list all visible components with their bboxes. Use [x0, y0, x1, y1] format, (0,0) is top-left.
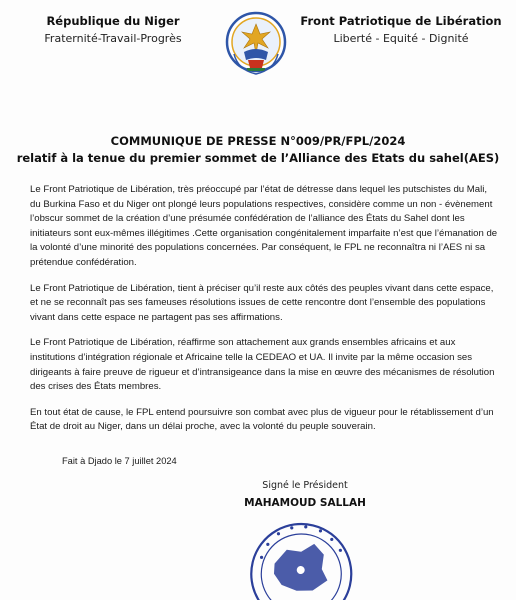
- header-right: [296, 14, 506, 45]
- document-body: [30, 183, 500, 446]
- title-line-1: COMMUNIQUE DE PRESSE N°009/PR/FPL/2024: [110, 134, 406, 148]
- organization-motto: Liberté - Equité - Dignité: [333, 32, 469, 45]
- header-left: [28, 14, 198, 45]
- fpl-emblem-icon: [224, 8, 288, 82]
- paragraph-4: En tout état de cause, le FPL entend poursuivre son combat avec plus de vigueur pour le rétablissement d’un État de droit au Niger, dans un délai proche, avec la volonté du peuple souverain.: [30, 406, 494, 433]
- signed-label: Signé le Président: [262, 480, 348, 491]
- signatory-name: MAHAMOUD SALLAH: [244, 497, 366, 509]
- country-motto: Fraternité-Travail-Progrès: [44, 32, 182, 45]
- country-name: République du Niger: [46, 14, 180, 28]
- document-title: [0, 133, 516, 167]
- paragraph-1: Le Front Patriotique de Libération, très préoccupé par l’état de détresse dans lequel les putschistes du Mali, du Burkina Faso et du Niger ont plongé leurs populations respectives, considère comme un non - évènement l’obscur sommet de la création d’une présumée confédération de l’alliance des États du Sahel dont les initiateurs sont eux-mêmes illégitimes .Cette organisation congénitalement imparfaite n’est que l’émanation de la volonté d’une minorité des populations concernées. Par conséquent, le FPL ne reconnaîtra ni l’AES ni sa prétendue confédération.: [30, 184, 498, 268]
- organization-name: Front Patriotique de Libération: [300, 14, 502, 28]
- title-line-2: relatif à la tenue du premier sommet de l’Alliance des Etats du sahel(AES): [16, 151, 500, 165]
- paragraph-2: Le Front Patriotique de Libération, tient à préciser qu’il reste aux côtés des peuples vivant dans cette espace, et ne se reconnaît pas ses fameuses résolutions issues de cette rencontre dont l’ensemble des populations vivant dans cette espace ne partagent pas ses affirmations.: [30, 282, 494, 323]
- place-and-date: Fait à Djado le 7 juillet 2024: [62, 456, 177, 466]
- paragraph-3: Le Front Patriotique de Libération, réaffirme son attachement aux grands ensembles africains et aux institutions d’intégration régionale et Africaine telle la CEDEAO et UA. Il invite par la même occasion ses dirigeants à faire preuve de rigueur et d’intransigeance dans la mise en œuvre des mécanismes de résolution des crises des États membres.: [30, 337, 495, 393]
- official-stamp-icon: [246, 512, 356, 600]
